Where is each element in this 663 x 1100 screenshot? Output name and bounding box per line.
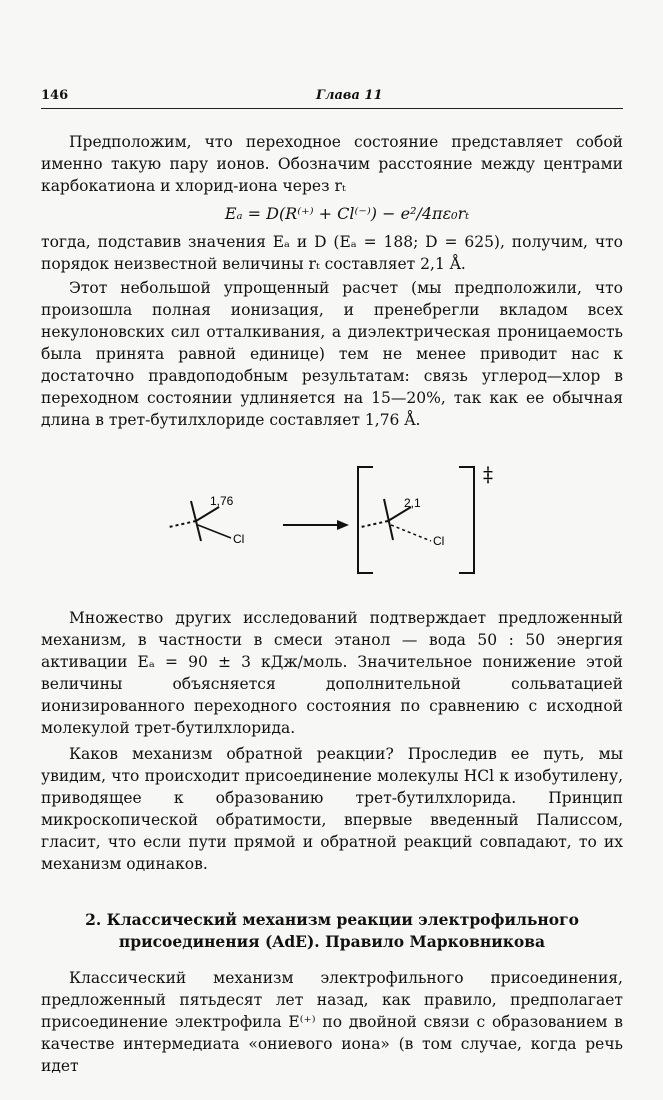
reaction-arrow: [283, 520, 349, 530]
paragraph-4: Множество других исследований подтверждает предложенный механизм, в частности в смеси этанол — вода 50 : 50 энергия активации Eₐ = 90 ± 3 кДж/моль. Значительное понижение этой величины объясняется дополнительной сольватацией ионизированного переходного состояния по сравнению с исходной молекулой трет-бутилхлорида.: [41, 609, 623, 737]
left-bracket: [358, 467, 373, 573]
page-header: [41, 86, 623, 109]
paragraph-1: Предположим, что переходное состояние представляет собой именно такую пару ионов. Обозначим расстояние между центрами карбокатиона и хлорид-иона через rₜ: [41, 133, 623, 195]
activation-energy-formula: Eₐ = D(R⁽⁺⁾ + Cl⁽⁻⁾) − e²/4πε₀rₜ: [224, 204, 470, 223]
reaction-scheme-drawing: [41, 445, 623, 585]
right-bond-length-label: 2,1: [404, 496, 421, 510]
page: [41, 86, 623, 1077]
paragraph-5: Каков механизм обратной реакции? Проследив ее путь, мы увидим, что происходит присоединение молекулы HCl к изобутилену, приводящее к образованию трет-бутилхлорида. Принцип микроскопической обратимости, впервые введенный Палиссом, гласит, что если пути прямой и обратной реакций совпадают, то их механизм одинаков.: [41, 745, 623, 873]
right-bracket: [459, 467, 474, 573]
running-title: Глава 11: [316, 88, 383, 103]
paragraph-2: тогда, подставив значения Eₐ и D (Eₐ = 188; D = 625), получим, что порядок неизвестной величины rₜ составляет 2,1 Å.: [41, 233, 623, 273]
section-title: 2. Классический механизм реакции электрофильного присоединения (AdE). Правило Марковникова: [85, 910, 579, 951]
transition-state-mark: ‡: [483, 462, 493, 486]
reaction-scheme: [41, 445, 623, 585]
left-cl-label: Cl: [233, 532, 245, 546]
paragraph-6: Классический механизм электрофильного присоединения, предложенный пятьдесят лет назад, как правило, предполагает присоединение электрофила E⁽⁺⁾ по двойной связи с образованием в качестве интермедиата «ониевого иона» (в том случае, когда речь идет: [41, 969, 623, 1075]
left-bond-length-label: 1,76: [210, 494, 234, 508]
right-cl-label: Cl: [433, 534, 445, 548]
page-number: 146: [41, 88, 69, 103]
paragraph-3: Этот небольшой упрощенный расчет (мы предположили, что произошла полная ионизация, и пренебрегли вкладом всех некулоновских сил отталкивания, а диэлектрическая проницаемость была принята равной единице) тем не менее приводит нас к достаточно правдоподобным результатам: связь углерод—хлор в переходном состоянии удлиняется на 15—20%, так как ее обычная длина в трет-бутилхлориде составляет 1,76 Å.: [41, 279, 623, 429]
